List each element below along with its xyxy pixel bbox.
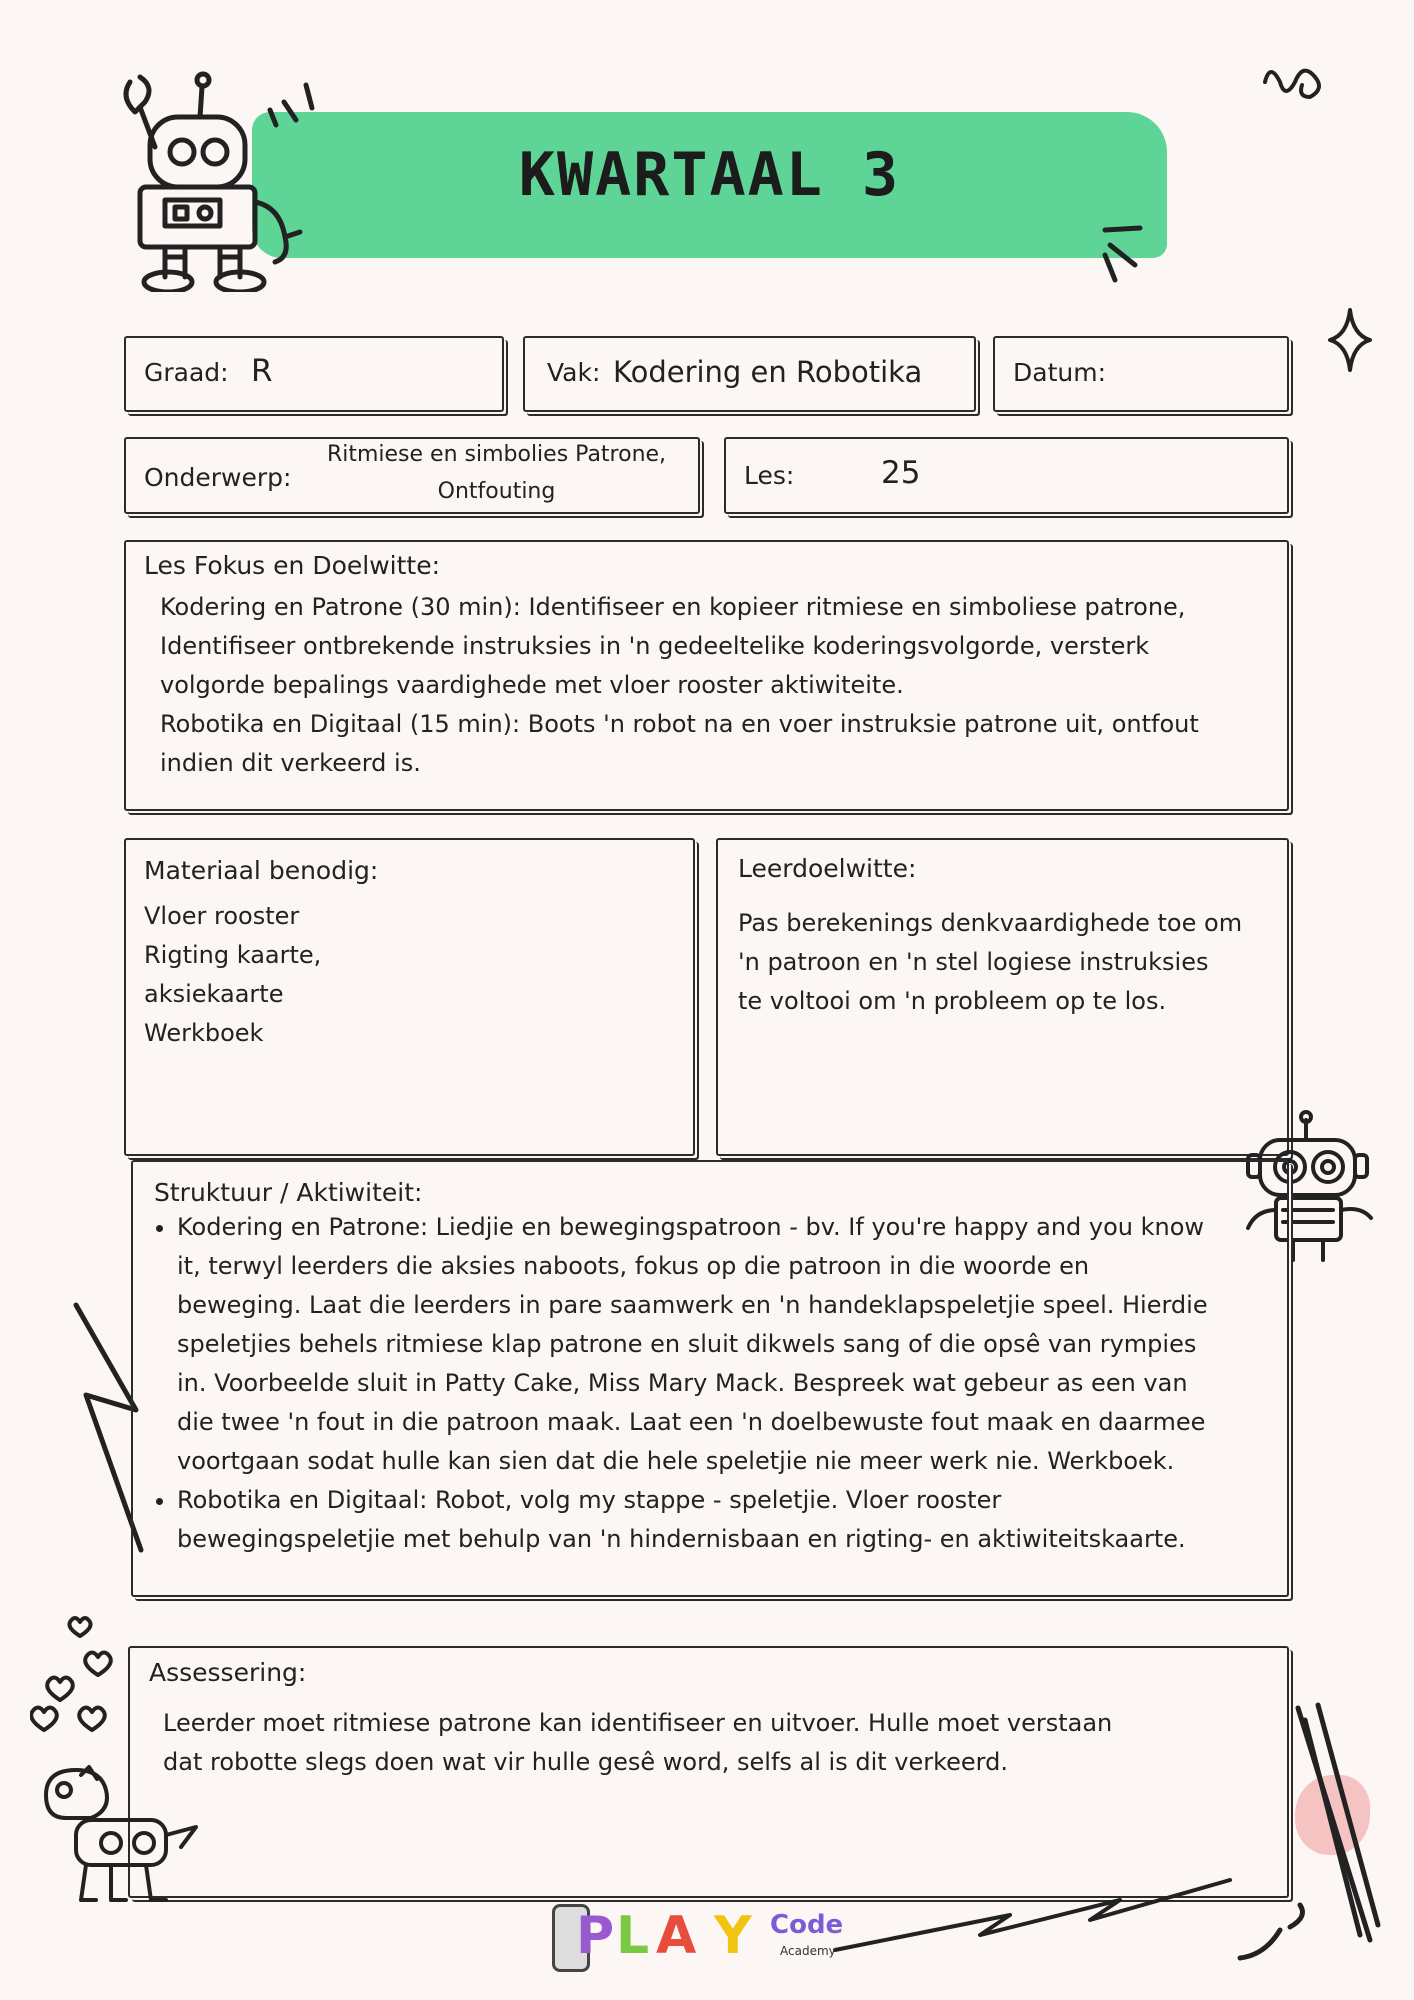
- materials-box: [124, 838, 695, 1156]
- logo-code-text: Code: [770, 1910, 844, 1940]
- play-code-academy-logo: [548, 1900, 844, 1976]
- structure-text: [139, 1208, 1279, 1559]
- structure-heading: Struktuur / Aktiwiteit:: [154, 1178, 423, 1207]
- datum-label: Datum:: [1013, 358, 1106, 387]
- assessment-line: dat robotte slegs doen wat vir hulle gesê word, selfs al is dit verkeerd.: [163, 1748, 1008, 1776]
- les-value: 25: [881, 455, 921, 491]
- objectives-text: [738, 904, 1242, 1021]
- assessment-text: [163, 1704, 1112, 1782]
- logo-letter-a: A: [656, 1906, 697, 1966]
- objectives-heading: Leerdoelwitte:: [738, 854, 917, 883]
- page-title: KWARTAAL 3: [518, 140, 901, 210]
- datum-box: [993, 336, 1289, 412]
- graad-box: [124, 336, 504, 412]
- zigzag-line-doodle-icon: [830, 1875, 1330, 1965]
- focus-line: volgorde bepalings vaardighede met vloer rooster aktiwiteite.: [160, 671, 904, 699]
- logo-letter-p: P: [576, 1906, 615, 1966]
- graad-label: Graad:: [144, 358, 229, 387]
- focus-box: [124, 540, 1289, 811]
- structure-line: in. Voorbeelde sluit in Patty Cake, Miss Mary Mack. Bespreek wat gebeur as een van: [177, 1369, 1188, 1397]
- structure-line: beweging. Laat die leerders in pare saamwerk en 'n handeklapspeletjie speel. Hierdie: [177, 1291, 1208, 1319]
- materials-heading: Materiaal benodig:: [144, 856, 379, 885]
- structure-line: die twee 'n fout in die patroon maak. Laat een 'n doelbewuste fout maak en daarmee: [177, 1408, 1206, 1436]
- list-item: Rigting kaarte,: [144, 941, 322, 969]
- list-item: Werkboek: [144, 1019, 264, 1047]
- assessment-line: Leerder moet ritmiese patrone kan identifiseer en uitvoer. Hulle moet verstaan: [163, 1709, 1113, 1737]
- vak-value: Kodering en Robotika: [613, 355, 923, 389]
- list-item: Vloer rooster: [144, 902, 300, 930]
- les-label: Les:: [744, 461, 795, 490]
- onderwerp-value-line2: Ontfouting: [437, 479, 556, 504]
- structure-box: [131, 1160, 1289, 1597]
- star-sparkle-icon: [1325, 305, 1375, 375]
- structure-line: • Robotika en Digitaal: Robot, volg my stappe - speletjie. Vloer rooster: [177, 1486, 1002, 1514]
- logo-academy-text: Academy: [780, 1944, 836, 1958]
- logo-letter-l: L: [616, 1906, 650, 1966]
- assessment-box: [128, 1646, 1289, 1898]
- materials-list: [144, 897, 321, 1053]
- structure-line: it, terwyl leerders die aksies naboots, fokus op die patroon in die woorde en: [177, 1252, 1090, 1280]
- focus-text: [160, 588, 1275, 783]
- focus-line: Identifiseer ontbrekende instruksies in 'n gedeeltelike koderingsvolgorde, versterk: [160, 632, 1150, 660]
- onderwerp-box: [124, 437, 700, 514]
- list-item: [177, 1481, 1279, 1559]
- objectives-line: te voltooi om 'n probleem op te los.: [738, 987, 1167, 1015]
- structure-line: voortgaan sodat hulle kan sien dat die hele speletjie nie meer werk nie. Werkboek.: [177, 1447, 1175, 1475]
- onderwerp-value-line1: Ritmiese en simbolies Patrone,: [326, 442, 667, 467]
- hearts-doodle-icon: [30, 1612, 120, 1742]
- focus-line: indien dit verkeerd is.: [160, 749, 421, 777]
- les-box: [724, 437, 1289, 514]
- onderwerp-label: Onderwerp:: [144, 463, 292, 492]
- focus-line: Kodering en Patrone (30 min): Identifiseer en kopieer ritmiese en simboliese patrone,: [160, 593, 1186, 621]
- structure-line: bewegingspeletjie met behulp van 'n hindernisbaan en rigting- en aktiwiteitskaarte.: [177, 1525, 1186, 1553]
- list-item: aksiekaarte: [144, 980, 284, 1008]
- vak-label: Vak:: [547, 358, 601, 387]
- structure-line: speletjies behels ritmiese klap patrone en sluit dikwels sang of die opsê van rympies: [177, 1330, 1197, 1358]
- vak-box: [523, 336, 976, 412]
- graad-value: R: [251, 353, 273, 389]
- list-item: [177, 1208, 1279, 1481]
- objectives-line: Pas berekenings denkvaardighede toe om: [738, 909, 1243, 937]
- focus-heading: Les Fokus en Doelwitte:: [144, 551, 440, 580]
- swirl-doodle-icon: [1260, 52, 1340, 102]
- objectives-line: 'n patroon en 'n stel logiese instruksies: [738, 948, 1209, 976]
- sparkle-lines-icon: [1100, 225, 1170, 285]
- robot-dog-icon: [36, 1765, 206, 1915]
- sparkle-lines-icon: [262, 80, 322, 130]
- objectives-box: [716, 838, 1289, 1156]
- logo-letter-y: Y: [714, 1906, 752, 1966]
- focus-line: Robotika en Digitaal (15 min): Boots 'n robot na en voer instruksie patrone uit, ontfout: [160, 710, 1199, 738]
- structure-line: • Kodering en Patrone: Liedjie en bewegingspatroon - bv. If you're happy and you know: [177, 1213, 1205, 1241]
- assessment-heading: Assessering:: [149, 1658, 307, 1687]
